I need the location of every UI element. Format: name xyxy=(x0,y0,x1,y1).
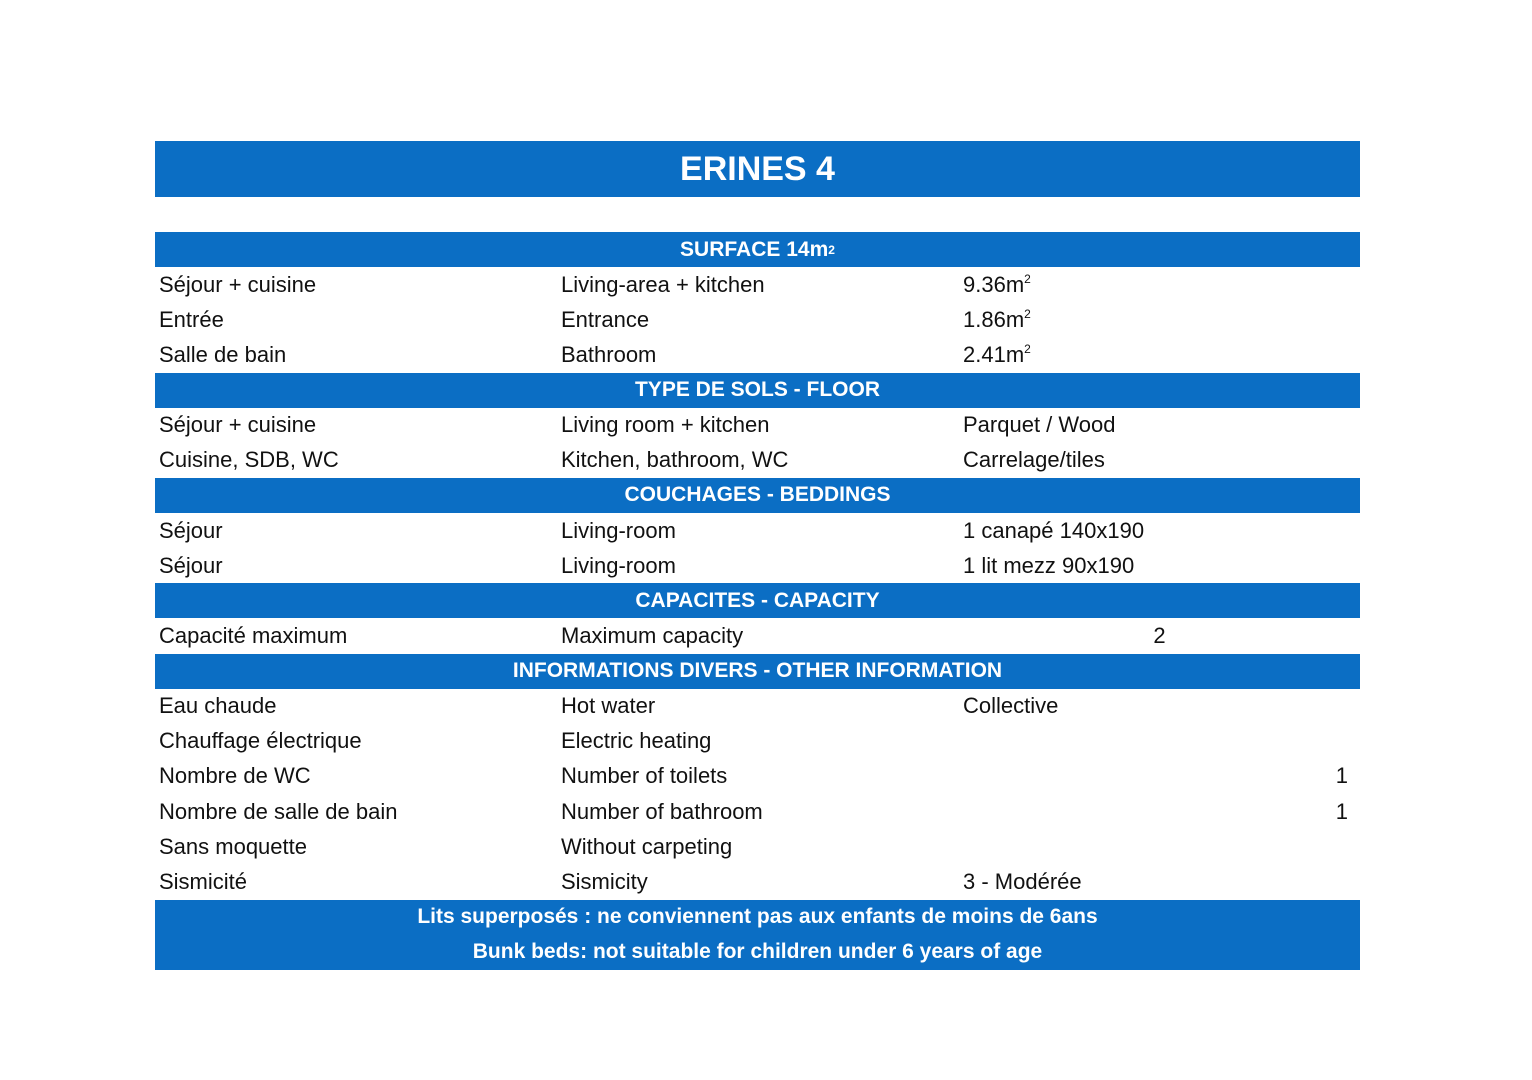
table-row xyxy=(155,724,1360,759)
row-value: Parquet / Wood xyxy=(963,412,1116,438)
row-value: 1 xyxy=(1335,798,1348,824)
section-header-capacity xyxy=(155,583,1360,618)
row-label-fr: Salle de bain xyxy=(159,341,287,367)
section-header-floor xyxy=(155,373,1360,408)
row-label-fr: Sans moquette xyxy=(159,833,307,859)
row-label-en: Number of toilets xyxy=(561,763,728,789)
spacer xyxy=(155,197,1360,232)
row-value: Collective xyxy=(963,693,1059,719)
row-value-text: 9.36m xyxy=(963,271,1025,297)
row-label-fr: Chauffage électrique xyxy=(159,728,362,754)
table-row xyxy=(155,267,1360,302)
row-value: 1 lit mezz 90x190 xyxy=(963,552,1135,578)
table-row xyxy=(155,689,1360,724)
section-header-other xyxy=(155,654,1360,689)
beddings-header-label: COUCHAGES - BEDDINGS xyxy=(624,483,891,507)
row-label-fr: Entrée xyxy=(159,306,224,332)
section-header-beddings xyxy=(155,478,1360,513)
row-value xyxy=(959,272,1360,298)
row-label-en: Hot water xyxy=(561,693,656,719)
other-header-label: INFORMATIONS DIVERS - OTHER INFORMATION xyxy=(512,659,1003,682)
row-label-en: Sismicity xyxy=(561,869,648,895)
section-header-surface: SURFACE 14m 2 xyxy=(155,232,1360,267)
title-bar xyxy=(155,141,1360,197)
floor-header-label: TYPE DE SOLS - FLOOR xyxy=(634,378,881,402)
table-row xyxy=(155,302,1360,337)
table-row xyxy=(155,794,1360,829)
row-label-en: Living-room xyxy=(561,517,676,543)
table-row xyxy=(155,548,1360,583)
footer-line-en: Bunk beds: not suitable for children under 6 years of age xyxy=(472,940,1043,964)
table-row xyxy=(155,337,1360,372)
row-label-en: Kitchen, bathroom, WC xyxy=(561,447,789,473)
row-label-fr: Sismicité xyxy=(159,869,248,895)
row-label-fr: Séjour + cuisine xyxy=(159,412,317,438)
row-label-fr: Nombre de WC xyxy=(159,763,311,789)
row-label-en: Without carpeting xyxy=(561,833,733,859)
row-label-en: Maximum capacity xyxy=(561,622,744,648)
row-value xyxy=(959,342,1360,368)
table-row xyxy=(155,408,1360,443)
row-value: 3 - Modérée xyxy=(963,869,1082,895)
footer-line-fr: Lits superposés : ne conviennent pas aux enfants de moins de 6ans xyxy=(417,905,1098,929)
row-label-fr: Séjour + cuisine xyxy=(159,271,317,297)
table-row xyxy=(155,443,1360,478)
row-label-en: Electric heating xyxy=(561,728,712,754)
row-value-sup: 2 xyxy=(1024,271,1031,286)
row-value: 2 xyxy=(1153,622,1166,648)
row-value-text: 1.86m xyxy=(963,306,1025,332)
row-label-en: Living-area + kitchen xyxy=(561,271,765,297)
row-label-en: Living room + kitchen xyxy=(561,412,770,438)
capacity-header-label: CAPACITES - CAPACITY xyxy=(635,588,880,612)
row-value: Carrelage/tiles xyxy=(963,447,1105,473)
footer-warning xyxy=(155,900,1360,970)
row-label-fr: Séjour xyxy=(159,517,223,543)
row-value xyxy=(959,307,1360,333)
row-value-sup: 2 xyxy=(1024,341,1031,356)
row-value-sup: 2 xyxy=(1024,306,1031,321)
row-label-fr: Séjour xyxy=(159,552,223,578)
row-label-en: Entrance xyxy=(561,306,650,332)
row-label-fr: Nombre de salle de bain xyxy=(159,798,398,824)
row-label-fr: Cuisine, SDB, WC xyxy=(159,447,339,473)
row-label-en: Number of bathroom xyxy=(561,798,763,824)
table-row xyxy=(155,618,1360,653)
row-value: 1 xyxy=(1335,763,1348,789)
table-row xyxy=(155,759,1360,794)
property-title: ERINES 4 xyxy=(680,149,835,188)
table-row xyxy=(155,513,1360,548)
row-label-en: Bathroom xyxy=(561,341,657,367)
row-label-en: Living-room xyxy=(561,552,676,578)
property-sheet xyxy=(155,141,1360,970)
row-label-fr: Eau chaude xyxy=(159,693,277,719)
row-label-fr: Capacité maximum xyxy=(159,622,348,648)
row-value-text: 2.41m xyxy=(963,341,1025,367)
row-value: 1 canapé 140x190 xyxy=(963,517,1145,543)
table-row xyxy=(155,829,1360,864)
table-row xyxy=(155,864,1360,899)
surface-header-label: SURFACE 14m xyxy=(680,237,829,261)
